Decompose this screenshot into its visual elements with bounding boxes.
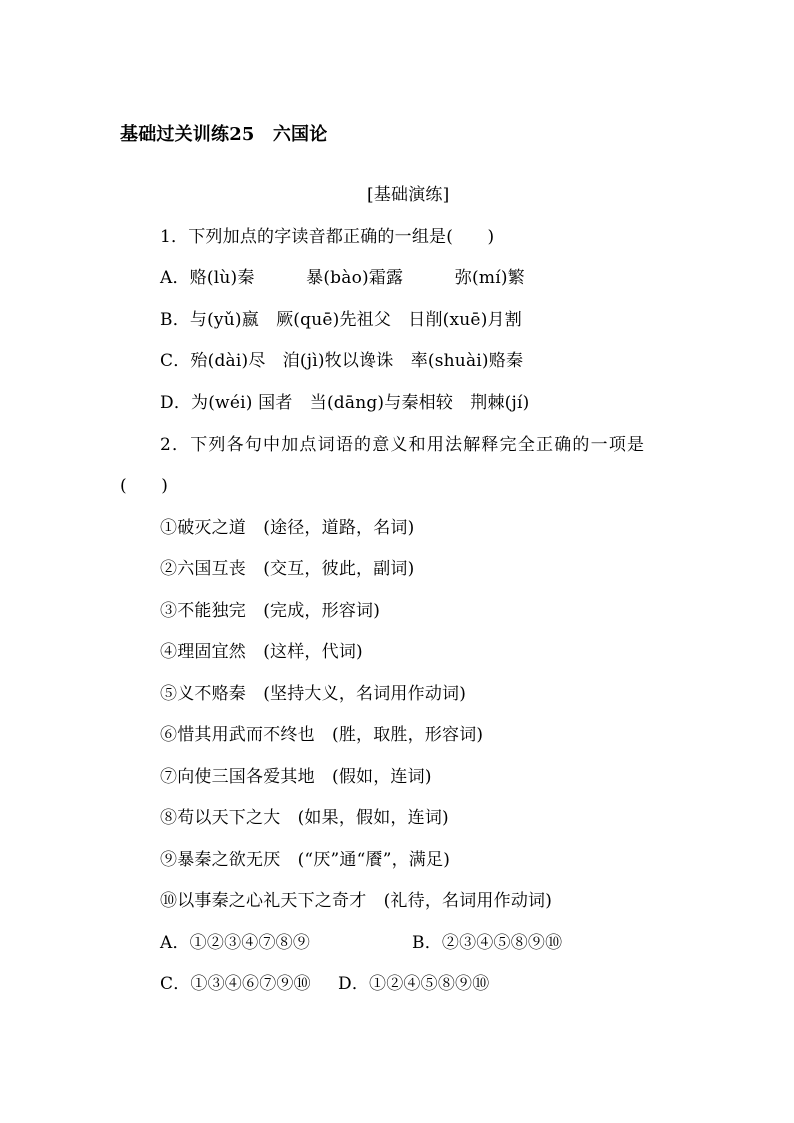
question-2-item-1: ①破灭之道 (途径，道路，名词)	[160, 518, 415, 538]
section-heading: [基础演练]	[367, 185, 450, 205]
question-2-item-5: ⑤义不赂秦 (坚持大义，名词用作动词)	[160, 684, 467, 704]
question-2-option-a: A．①②③④⑦⑧⑨	[160, 933, 311, 953]
question-2-option-c: C．①③④⑥⑦⑨⑩	[160, 974, 311, 994]
question-2-option-b: B．②③④⑤⑧⑨⑩	[412, 933, 563, 953]
question-1-option-d: D．为(wéi) 国者 当(dāng)与秦相较 荆棘(jí)	[160, 393, 530, 413]
question-2-item-2: ②六国互丧 (交互，彼此，副词)	[160, 559, 415, 579]
page-title: 基础过关训练25 六国论	[120, 124, 328, 145]
question-2-stem-continuation: ( )	[120, 476, 169, 496]
question-2-item-3: ③不能独完 (完成，形容词)	[160, 601, 381, 621]
question-2-item-9: ⑨暴秦之欲无厌 (“厌”通“餍”，满足)	[160, 850, 451, 870]
question-2-item-7: ⑦向使三国各爱其地 (假如，连词)	[160, 767, 432, 787]
question-1-stem: 1．下列加点的字读音都正确的一组是( )	[160, 227, 495, 247]
question-1-option-c: C．殆(dài)尽 洎(jì)牧以谗诛 率(shuài)赂秦	[160, 351, 524, 371]
question-2-item-8: ⑧苟以天下之大 (如果，假如，连词)	[160, 808, 449, 828]
question-2-item-10: ⑩以事秦之心礼天下之奇才 (礼待，名词用作动词)	[160, 891, 553, 911]
question-1-option-a: A．赂(lù)秦 暴(bào)霜露 弥(mí)繁	[160, 268, 525, 288]
question-2-item-4: ④理固宜然 (这样，代词)	[160, 642, 363, 662]
question-1-option-b: B．与(yǔ)嬴 厥(quē)先祖父 日削(xuē)月割	[160, 310, 522, 330]
question-2-stem: 2．下列各句中加点词语的意义和用法解释完全正确的一项是	[160, 435, 646, 455]
question-2-item-6: ⑥惜其用武而不终也 (胜，取胜，形容词)	[160, 725, 484, 745]
question-2-option-d: D．①②④⑤⑧⑨⑩	[338, 974, 490, 994]
